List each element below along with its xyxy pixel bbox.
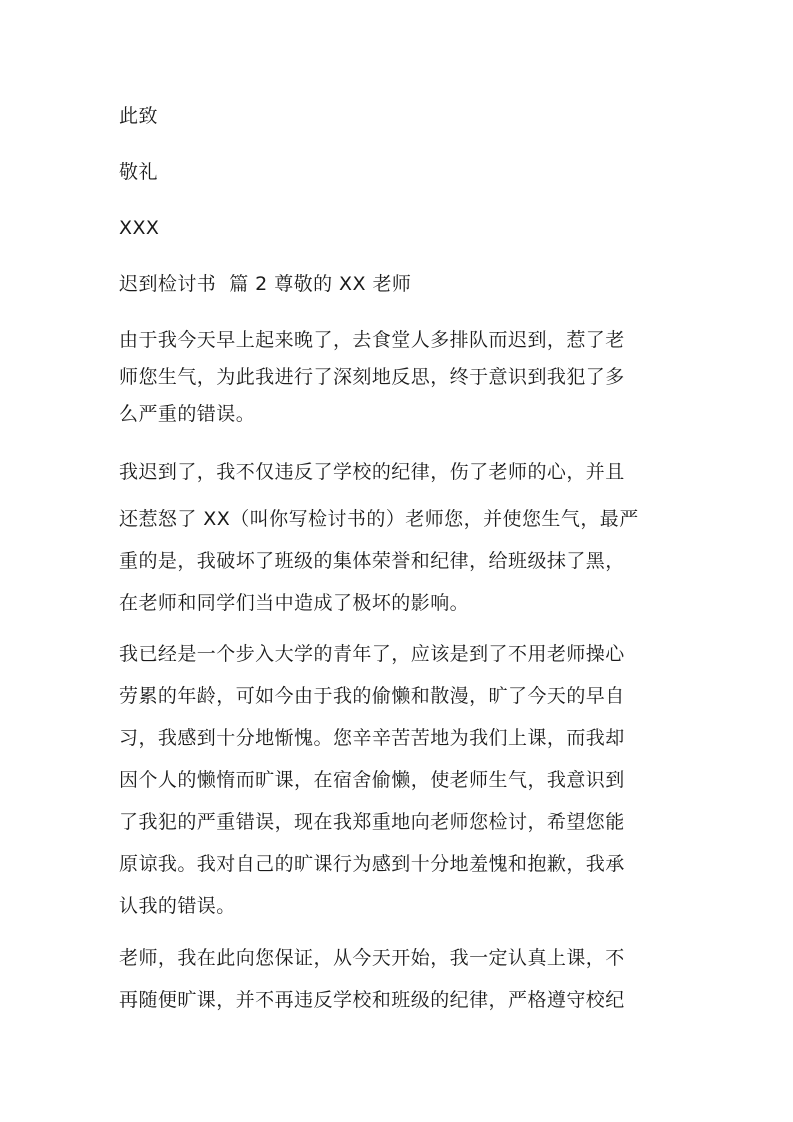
paragraph-line: 原谅我。我对自己的旷课行为感到十分地羞愧和抱歉，我承 [119, 853, 625, 875]
paragraph-line: 我已经是一个步入大学的青年了，应该是到了不用老师操心 [119, 643, 625, 665]
section-heading: 迟到检讨书 篇 2 尊敬的 XX 老师 [119, 273, 412, 295]
paragraph-line: 劳累的年龄，可如今由于我的偷懒和散漫，旷了今天的早自 [119, 685, 625, 707]
paragraph-line: 再随便旷课，并不再违反学校和班级的纪律，严格遵守校纪 [119, 989, 625, 1011]
closing-regards: 敬礼 [119, 161, 158, 183]
paragraph-line: 因个人的懒惰而旷课，在宿舍偷懒，使老师生气，我意识到 [119, 769, 625, 791]
paragraph-line: 老师，我在此向您保证，从今天开始，我一定认真上课，不 [119, 947, 625, 969]
paragraph-line: 习，我感到十分地惭愧。您辛辛苦苦地为我们上课，而我却 [119, 727, 625, 749]
paragraph-line: 重的是，我破坏了班级的集体荣誉和纪律，给班级抹了黑， [119, 550, 625, 572]
paragraph-line: 还惹怒了 XX（叫你写检讨书的）老师您，并使您生气，最严 [119, 508, 639, 530]
paragraph-line: 在老师和同学们当中造成了极坏的影响。 [119, 592, 470, 614]
paragraph-line: 了我犯的严重错误，现在我郑重地向老师您检讨，希望您能 [119, 811, 625, 833]
paragraph-line: 么严重的错误。 [119, 403, 256, 425]
signature: XXX [119, 217, 160, 239]
paragraph-line: 由于我今天早上起来晚了，去食堂人多排队而迟到，惹了老 [119, 329, 625, 351]
paragraph-line: 认我的错误。 [119, 895, 236, 917]
closing-salutation: 此致 [119, 105, 158, 127]
paragraph-line: 我迟到了，我不仅违反了学校的纪律，伤了老师的心，并且 [119, 461, 625, 483]
paragraph-line: 师您生气，为此我进行了深刻地反思，终于意识到我犯了多 [119, 366, 625, 388]
